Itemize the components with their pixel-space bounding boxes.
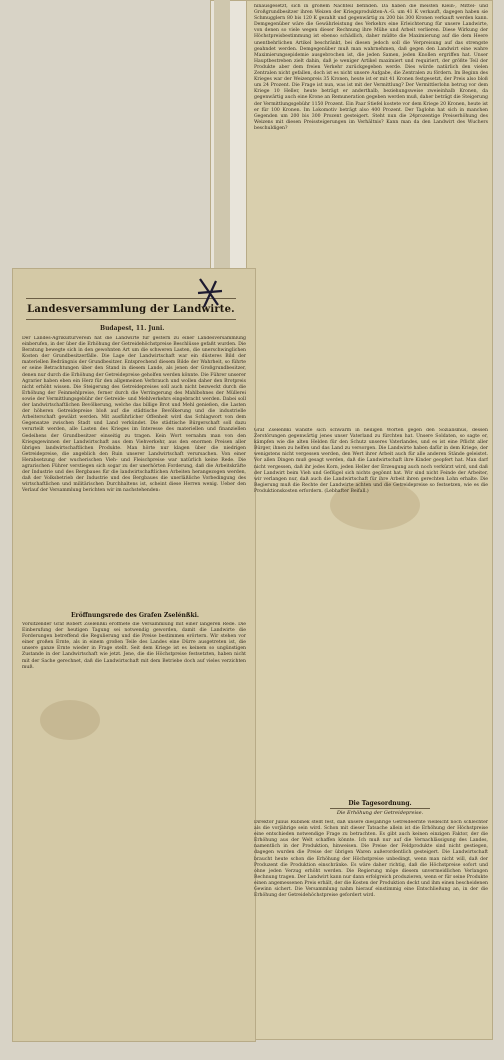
right-article-body-top: hinausgesetzt, sich in großem Nachteil befinden. Da haben die meisten Klein-, Mittel- und Großgrundbesitzer ihren Weizen der Kriegsprodukten-A.-G. um 41 K verkauft, dagegen haben sie Schmugglern 80 bis 120 K gezahlt und gegenwärtig zu 200 bis 300 Kronen verkauft werden kann. Demgegenüber wäre die Gewährleistung des Verkehrs eine Erleichterung für unsere Landwirte, von denen so viele wegen dieser Rechnung ihre Mühe und Arbeit verlieren. Diese Wirkung der Höchstpreisbestimmung ist ebenso schädlich, daher müßte die Maximierung auf die dem Heere unentbehrlichen Artikel beschränkt, bei diesen jedoch soll die Verpreisung auf das strengste geahndet werden. Demgegenüber muß man wahrnehmen, daß gegen den Landwirt eine wahre Maximierungsepidemie ausgebrochen ist, die jeden Samen, jeden Knollen ergriffen hat. Unser Hauptbestreben zielt dahin, daß je weniger Artikel maximiert und requiriert, der größte Teil der Produkte aber dem freien Verkehr zurückgegeben werde. Dies würde natürlich den vielen Zentralen nicht gefallen, doch ist es nicht unsere Aufgabe, die Zentralen zu fördern. Im Beginn des Krieges war der Weizenpreis 35 Kronen, heute ist er mit 41 Kronen festgesetzt, der Preis also bloß um 24 Prozent. Die Frage ist nun, was ist mit der Vermittlung? Der Vermittlerlohn betrug vor dem Kriege 10 Heller, heute beträgt er anderthalb, beziehungsweise zweieinhalb Kronen, da gegenwärtig auch eine Krone an Remuneration gegeben werden muß, daher beträgt die Steigerung der Vermittlungsgebühr 1150 Prozent. Ein Paar Stiefel kostete vor dem Kriege 20 Kronen, heute ist er für 100 Kronen. Im Lokomotiv beträgt also 400 Prozent. Der Taglohn hat sich in manchen Gegenden um 200 bis 300 Prozent gesteigert. Steht nun die 24prozentige Preiserhöhung des Weizens mit diesen Preissteigerungen im Verhältnis? Kann man da den Landwirt des Wuchers beschuldigen? — [254, 4, 488, 131]
agenda-heading: Die Tagesordnung. — [348, 800, 412, 807]
torn-edge — [214, 0, 230, 270]
subheading-opening-speech: Eröffnungsrede des Grafen Zselénßki. — [70, 612, 200, 619]
agenda-rule — [330, 808, 430, 809]
ink-mark-icon — [196, 275, 226, 315]
left-article-body: Der Landes-Agrikulturverein hat die Landwirte für gestern zu einer Landesversammlung einberufen, in der über die Erhöhung der Getreidehöchstpreise Beschlüsse gefaßt wurden. Die Beratung bewegte sich in den gewohnten Art um die schweren Lasten, die unerschwinglichen Kosten der Grundbesitzerfälle. Die Lage der Landwirtschaft war ein düsteres Bild der materiellen Bedrängnis der Grundbesitzer. Entsprechend diesem Bilde der Wahrheit, so führte er seine Betrachtungen über den Stand in diesem Lande, als jenen der Großgrundbesitzer, denen nur durch die Erhöhung der Getreidepreise geholfen werden könnte. Die Führer unserer Agrarier haben eben ein Herz für den allgemeinen Verbrauch und wollen daher den Brotpreis nicht erhöht wissen. Die Steigerung des Getreidepreises soll auch nicht bezweckt durch die Erhöhung der Feinmehlpreise, ferner durch die Verringerung des Mahlbohnes der Müllerei sowie der Vermittlungsgebühr der Getreide- und Mehlverkehrs eingebracht werden. Dabei soll der landwirtschaftlichen Bevölkerung, welche das billige Brot und Mehl genießen, die Lasten der höheren Getreidepreise bloß auf die städtische Bevölkerung und die industrielle Arbeiterschaft gewälzt werden. Mit ausführlicher Offenheit wird das Schlagwort von dem Gegensatze zwischen Stadt und Land verkündet. Die städtische Bürgerschaft soll dazu verurteilt werden, alle Lasten des Krieges im Interesse des materiellen und finanziellen Gedeihens der Grundbesitzer einseitig zu tragen. Kein Wort vernahm man von den Kriegsgewinnen der Landwirtschaft aus dem Viehverkehr, aus den enormen Preisen aller übrigen landwirtschaftlichen Produkte. Man hörte nur klagen über die niedrigen Getreidepreise, die angeblich den Ruin unserer Landwirtschaft verursachen. Von einer Herabsetzung der wucherischen Vieh- und Fleischpreise war natürlich keine Rede. Die agrarischen Führer verstiegen sich sogar zu der unerhörten Forderung, daß die Arbeitskräfte der Industrie und des Bergbaues für die landwirtschaftlichen Arbeiten herangezogen werden, daß der Volksbetrieb der Industrie und des Bergbaues die unerläßliche Vorbedingung des wirtschaftlichen und militärischen Durchhaltens ist, scheint diese Herren wenig. Ueber den Verlauf der Versammlung berichten wir im nachstehenden: — [22, 336, 246, 494]
article-title: Landesversammlung der Landwirte. — [27, 304, 235, 315]
title-rule-bottom — [26, 319, 236, 320]
left-article-body-continued: Vorsitzender Graf Robert Zselénßki eröffnete die Versammlung mit einer längeren Rede. Die Einberufung der heutigen Tagung sei notwendig geworden, damit die Landwirte die Forderungen betreffend die Regulierung und die Preise bestimmen erörtern. Wir stehen vor einer großen Ernte, als in einem großen Teile des Landes eine Dürre ausgetreten ist, die unsere ganze Ernte wieder in Frage stellt. Seit dem Kriege ist es keinem so ungünstigen Zustande in der Landwirtschaft wie jetzt. Jene, die die Höchstpreise festsetzten, haben nicht mit der Sache gerechnet, daß die Landwirtschaft mit dem Betriebe doch auf vieles verzichten muß. — [22, 622, 246, 670]
dateline: Budapest, 11. Juni. — [100, 325, 165, 332]
right-article-body-middle: Graf Zselénßki wandte sich schwarm in heiligen Worten gegen den Sozialismus, dessen Zerstörungen gegenwärtig jenes unser Vaterland zu fürchten hat. Unsere Soldaten, so sagte er, kämpfen wie die alten Helden für den Schutz unseres Vaterlandes, und es ist eine Pflicht aller Bürger, ihnen zu helfen und das Land zu versorgen. Die Landwirte haben dafür in dem Kriege, der wenigstens nicht vergessen werden, den Wert ihrer Arbeit auch für alle anderen Stände geleistet. Vor allen Dingen muß gesagt werden, daß die Landwirtschaft ihre Kinder geopfert hat. Man darf nicht vergessen, daß ihr jedes Korn, jeden Heller der Erzeugung auch noch verkürzt wird, und daß der Landwirt beim Vieh und Geflügel sich nichts gegönnt hat. Wir sind nicht Feinde der Arbeiter, wir verlangen nur, daß auch die Landwirtschaft für ihre Arbeit ihren gerechten Lohn erhalte. Die Regierung muß die Rechte der Landwirte achten und die Getreidepreise so festsetzen, wie es die Produktionskosten erfordern. (Lebhafter Beifall.) — [254, 428, 488, 494]
agenda-subheading: Die Erhöhung der Getreidepreise. — [336, 810, 424, 816]
right-article-body-bottom: Direktor Julius Rubinek stellt fest, daß unsere diesjährige Getreideernte vielleicht noch schlechter als die vorjährige sein wird. Schon mit dieser Tatsache allein ist die Erhöhung der Höchstpreise eine entschieden notwendige Frage zu betrachten. Es gibt auch keinen einzigen Faktor, der die Erhöhung aus der Welt schaffen könnte. Ich muß nur auf die Vernachlässigung des Landes, namentlich in der Produktion, hinweisen. Die Preise der Feldprodukte sind nicht gestiegen, dagegen wurden die Preise der übrigen Waren außerordentlich gesteigert. Die Landwirtschaft braucht heute schon die Erhöhung der Höchstpreise unbedingt, wenn man nicht will, daß der Produzent die Produktion einschränke. Es wäre daher richtig, daß die Höchstpreise sofort und ohne jeden Verzug erhöht werden. Die Regierung möge diesem unvermeidlichen Verlangen Rechnung tragen. Der Landwirt kann nur dann erfolgreich produzieren, wenn er für seine Produkte einen angemessenen Preis erhält, der die Kosten der Produktion deckt und ihm einen bescheidenen Gewinn sichert. Die Versammlung nahm hierauf einstimmig eine Entschließung an, in der die Erhöhung der Getreidehöchstpreise gefordert wird. — [254, 820, 488, 899]
